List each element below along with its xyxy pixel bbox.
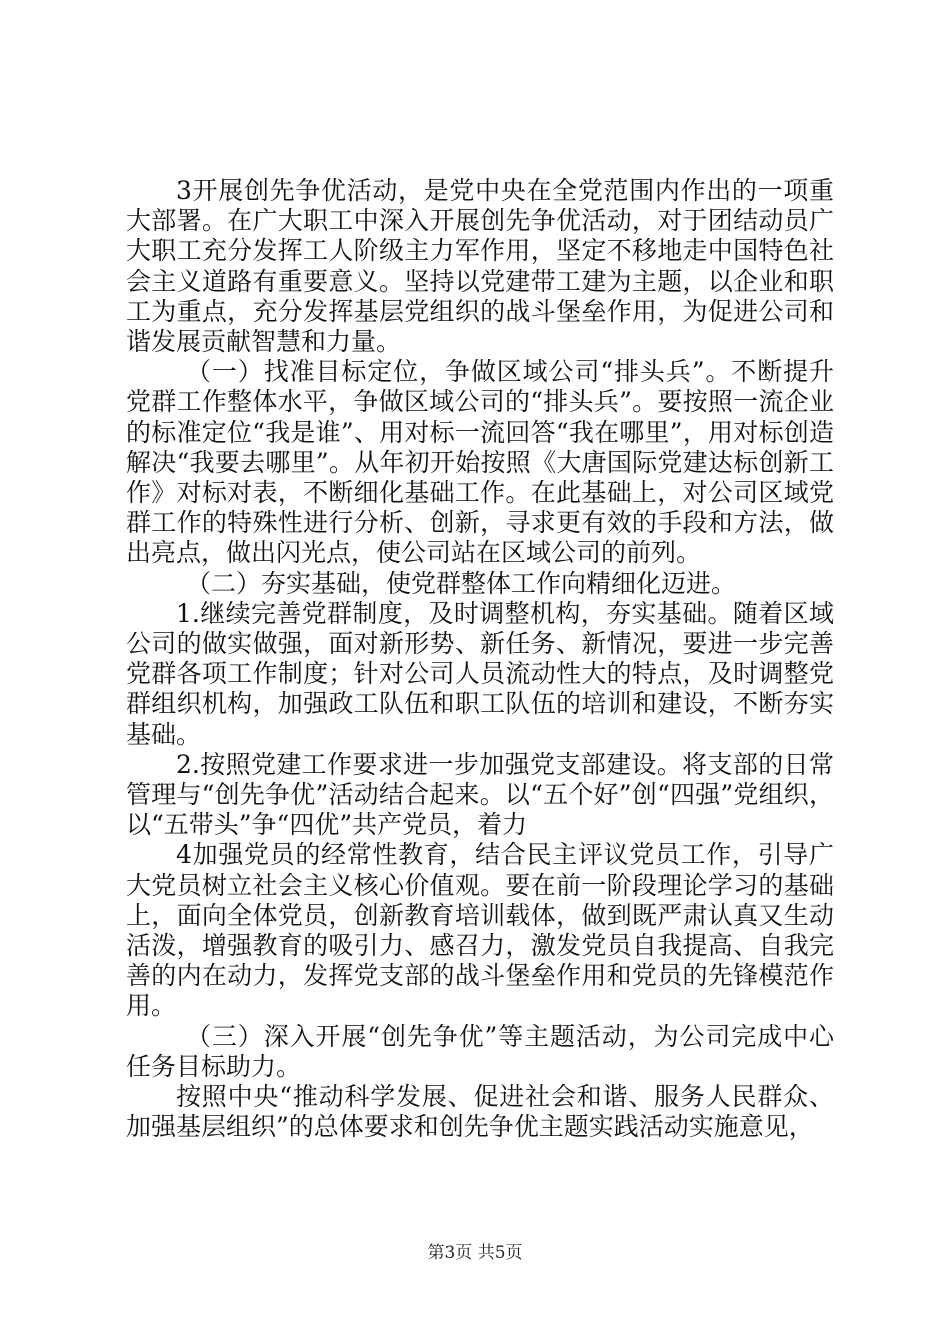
section-heading-three: （三）深入开展“创先争优”等主题活动，为公司完成中心任务目标助力。	[126, 1021, 834, 1081]
section-heading-two: （二）夯实基础，使党群整体工作向精细化迈进。	[186, 568, 737, 598]
paragraph-item-four: 4加强党员的经常性教育，结合民主评议党员工作，引导广大党员树立社会主义核心价值观。要在前一阶段理论学习的基础上，面向全体党员，创新教育培训载体，做到既严肃认真又生动活泼，增强教育的吸引力、感召力，激发党员自我提高、自我完善的内在动力，发挥党支部的战斗堡垒作用和党员的先锋模范作用。	[126, 840, 834, 1021]
paragraph-item-one: 1.继续完善党群制度，及时调整机构，夯实基础。随着区域公司的做实做强，面对新形势、新任务、新情况，要进一步完善党群各项工作制度；针对公司人员流动性大的特点，及时调整党群组织机构，加强政工队伍和职工队伍的培训和建设，不断夯实基础。	[126, 598, 834, 749]
paragraph-intro: 3开展创先争优活动，是党中央在全党范围内作出的一项重大部署。在广大职工中深入开展创先争优活动，对于团结动员广大职工充分发挥工人阶级主力军作用，坚定不移地走中国特色社会主义道路有重要意义。坚持以党建带工建为主题，以企业和职工为重点，充分发挥基层党组织的战斗堡垒作用，为促进公司和谐发展贡献智慧和力量。	[126, 176, 834, 357]
paragraph-closing: 按照中央“推动科学发展、促进社会和谐、服务人民群众、加强基层组织”的总体要求和创先争优主题实践活动实施意见，	[126, 1082, 834, 1142]
document-body	[126, 176, 834, 1143]
section-heading-one: （一）找准目标定位，争做区域公司“排头兵”。不断提升党群工作整体水平，争做区域公司的“排头兵”。要按照一流企业的标准定位“我是谁”、用对标一流回答“我在哪里”，用对标创造解决“我要去哪里”。从年初开始按照《大唐国际党建达标创新工作》对标对表，不断细化基础工作。在此基础上，对公司区域党群工作的特殊性进行分析、创新，寻求更有效的手段和方法，做出亮点，做出闪光点，使公司站在区域公司的前列。	[126, 357, 834, 568]
page-number-footer: 第3页 共5页	[427, 1243, 523, 1263]
paragraph-item-two: 2.按照党建工作要求进一步加强党支部建设。将支部的日常管理与“创先争优”活动结合起来。以“五个好”创“四强”党组织，以“五带头”争“四优”共产党员，着力	[126, 749, 834, 840]
